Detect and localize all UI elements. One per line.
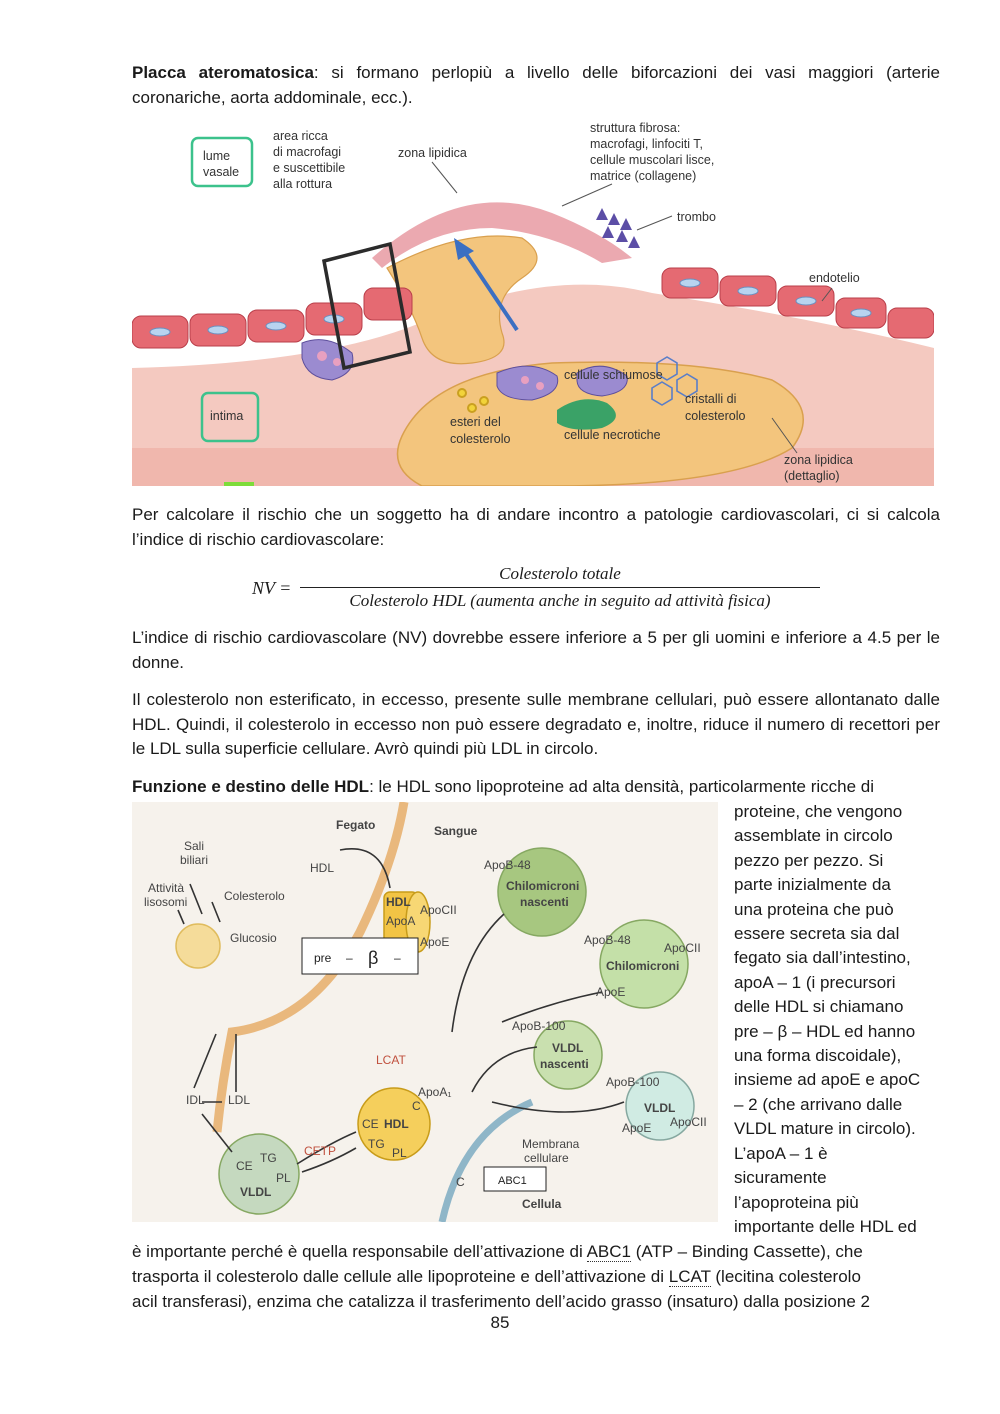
wrap-line: pezzo per pezzo. Si — [734, 850, 884, 870]
formula-numerator: Colesterolo totale — [499, 564, 621, 583]
label-apob48-2: ApoB-48 — [584, 933, 631, 947]
tail-line-1 — [132, 1240, 940, 1265]
lcat-term: LCAT — [668, 1267, 711, 1286]
label-cristalli-2: colesterolo — [685, 409, 746, 423]
wrap-line: una proteina che può — [734, 899, 894, 919]
label-vldl-ce: CE — [236, 1159, 253, 1173]
label-hdl-precursor: HDL — [310, 861, 335, 875]
formula-denominator: Colesterolo HDL (aumenta anche in seguito ad attività fisica) — [349, 591, 771, 610]
wrap-line: insieme ad apoE e apoC — [734, 1070, 921, 1090]
wrap-line: fegato sia dall’intestino, — [734, 948, 911, 968]
fraction-bar — [300, 587, 820, 588]
label-vldl-nasc-1: VLDL — [552, 1041, 584, 1055]
label-esteri-1: esteri del — [450, 415, 501, 429]
label-sali-1: Sali — [184, 839, 205, 853]
label-pre-beta-1: pre — [314, 951, 332, 965]
tail-text: trasporta il colesterolo dalle cellule alle lipoproteine e dell’attivazione di — [132, 1267, 669, 1286]
label-apoe-vldl: ApoE — [622, 1121, 652, 1135]
wrap-line: L’apoA – 1 è — [734, 1143, 828, 1163]
formula-fraction — [300, 562, 820, 613]
label-apoe-chilo: ApoE — [596, 985, 626, 999]
label-glucosio: Glucosio — [230, 931, 277, 945]
wrap-line: essere secreta sia dal — [734, 924, 900, 944]
label-hdl-disc: HDL — [386, 895, 411, 909]
label-abc1: ABC1 — [498, 1175, 527, 1187]
label-colesterolo: Colesterolo — [224, 889, 285, 903]
label-lcat: LCAT — [376, 1053, 406, 1067]
label-cellula: Cellula — [522, 1197, 562, 1211]
label-chilomicroni: Chilomicroni — [606, 959, 680, 973]
tail-text: è importante perché è quella responsabile dell’attivazione di — [132, 1242, 587, 1261]
tail-text: (ATP – Binding Cassette), che — [631, 1242, 863, 1261]
wrap-line: importante delle HDL ed — [734, 1216, 917, 1236]
formula-lhs: NV = — [252, 578, 292, 598]
label-attivita-1: Attività — [148, 881, 185, 895]
label-apoa1: ApoA₁ — [418, 1085, 452, 1099]
label-apob100-1: ApoB-100 — [512, 1019, 566, 1033]
label-apoa-disc: ApoA — [386, 914, 416, 928]
label-hdl-pl: PL — [392, 1146, 407, 1160]
label-vldl-tg: TG — [260, 1151, 277, 1165]
paragraph-rischio: Per calcolare il rischio che un soggetto ha di andare incontro a patologie cardiovascolari, ci si calcola l’indice di rischio cardiovascolare: — [132, 505, 940, 549]
label-apocii-chilo: ApoCII — [664, 941, 701, 955]
wrap-line: pre – β – HDL ed hanno — [734, 1021, 916, 1041]
tail-text: (lecitina colesterolo — [710, 1267, 861, 1286]
formula-nv — [0, 562, 1000, 614]
label-vldl-nasc-2: nascenti — [540, 1057, 589, 1071]
label-cellule-schiumose: cellule schiumose — [564, 368, 663, 382]
label-pre-beta-3: β — [368, 948, 379, 968]
wrap-line: – 2 (che arrivano dalle — [734, 1094, 903, 1114]
label-struttura-3: cellule muscolari lisce, — [590, 153, 715, 167]
label-lume-2: vasale — [203, 165, 240, 179]
label-membrana-2: cellulare — [524, 1151, 569, 1165]
label-c-letter: C — [456, 1175, 465, 1189]
hdl-figure — [132, 802, 718, 1222]
tail-line-2 — [132, 1265, 940, 1290]
label-pre-beta-2: – — [346, 951, 353, 965]
wrap-line: una forma discoidale), — [734, 1046, 902, 1066]
label-struttura-1: struttura fibrosa: — [590, 121, 681, 135]
paragraph-text: : le HDL sono lipoproteine ad alta densità, particolarmente ricche di — [369, 777, 875, 796]
label-apob48-1: ApoB-48 — [484, 858, 531, 872]
wrap-line: proteine, che vengono — [734, 802, 903, 821]
wrap-line: delle HDL si chiamano — [734, 997, 904, 1017]
label-area-2: di macrofagi — [273, 145, 342, 159]
bold-term: Funzione e destino delle HDL — [132, 777, 370, 796]
label-apob100-2: ApoB-100 — [606, 1075, 660, 1089]
label-vldl-right: VLDL — [644, 1101, 676, 1115]
label-pre-beta-4: – — [394, 951, 401, 965]
label-attivita-2: lisosomi — [144, 895, 188, 909]
label-hdl-name: HDL — [384, 1117, 409, 1131]
label-sali-2: biliari — [180, 853, 209, 867]
label-area-3: e suscettibile — [273, 161, 346, 175]
label-endotelio: endotelio — [809, 271, 860, 285]
wrap-line: sicuramente — [734, 1168, 827, 1188]
paragraph-placca — [132, 61, 940, 110]
label-trombo: trombo — [677, 210, 716, 224]
label-chilo-nasc-1: Chilomicroni — [506, 879, 580, 893]
label-cellule-necrotiche: cellule necrotiche — [564, 428, 661, 442]
paragraph-text: : si formano perlopiù a livello delle biforcazioni dei vasi maggiori (arterie coronariche, aorta addominale, ecc.). — [132, 63, 940, 107]
label-zona-dettaglio-2: (dettaglio) — [784, 469, 840, 483]
label-lume-1: lume — [203, 149, 231, 163]
label-hdl-ce: CE — [362, 1117, 379, 1131]
label-vldl-pl: PL — [276, 1171, 291, 1185]
label-chilo-nasc-2: nascenti — [520, 895, 569, 909]
hepatocyte-organelle — [176, 924, 220, 968]
page-number: 85 — [490, 1313, 510, 1332]
label-hdl-c: C — [412, 1099, 421, 1113]
paragraph-indice: L’indice di rischio cardiovascolare (NV) dovrebbe essere inferiore a 5 per gli uomini e inferiore a 4.5 per le donne. — [132, 628, 940, 672]
label-hdl-tg: TG — [368, 1137, 385, 1151]
bold-term: Placca ateromatosica — [132, 63, 314, 82]
label-struttura-4: matrice (collagene) — [590, 169, 697, 183]
label-zona-lipidica: zona lipidica — [398, 146, 467, 160]
label-vldl-name: VLDL — [240, 1185, 272, 1199]
wrap-line: parte inizialmente da — [734, 875, 891, 895]
label-area-1: area ricca — [273, 129, 328, 143]
label-idl: IDL — [186, 1093, 205, 1107]
label-apocii-disc: ApoCII — [420, 903, 457, 917]
label-esteri-2: colesterolo — [450, 432, 511, 446]
label-cristalli-1: cristalli di — [685, 392, 737, 406]
label-ldl: LDL — [228, 1093, 251, 1107]
label-membrana-1: Membrana — [522, 1137, 580, 1151]
paragraph-colesterolo: Il colesterolo non esterificato, in eccesso, presente sulle membrane cellulari, può essere allontanato dalle HDL. Quindi, il colesterolo in eccesso non può essere degradato e, inoltre, riduce il numero di recettori per le LDL sulla superficie cellulare. Avrò quindi più LDL in circolo. — [132, 690, 940, 758]
wrap-column — [734, 800, 940, 1239]
label-intima: intima — [210, 409, 244, 423]
abc1-term: ABC1 — [586, 1242, 631, 1261]
paragraph-hdl — [132, 775, 940, 800]
label-sangue: Sangue — [434, 824, 478, 838]
label-apoe-disc: ApoE — [420, 935, 450, 949]
label-area-4: alla rottura — [273, 177, 333, 191]
label-struttura-2: macrofagi, linfociti T, — [590, 137, 704, 151]
wrap-line: l’apoproteina più — [734, 1192, 859, 1212]
tail-line-3: acil transferasi), enzima che catalizza il trasferimento dell’acido grasso (insaturo) dalla posizione 2 — [132, 1292, 870, 1311]
wrap-line: VLDL mature in circolo). — [734, 1119, 916, 1139]
wrap-line: assemblate in circolo — [734, 826, 893, 846]
label-zona-dettaglio-1: zona lipidica — [784, 453, 853, 467]
label-apocii-vldl: ApoCII — [670, 1115, 707, 1129]
plaque-figure — [132, 118, 934, 486]
label-cetp: CETP — [304, 1144, 337, 1158]
label-fegato: Fegato — [336, 818, 376, 832]
wrap-line: apoA – 1 (i precursori — [734, 972, 896, 992]
